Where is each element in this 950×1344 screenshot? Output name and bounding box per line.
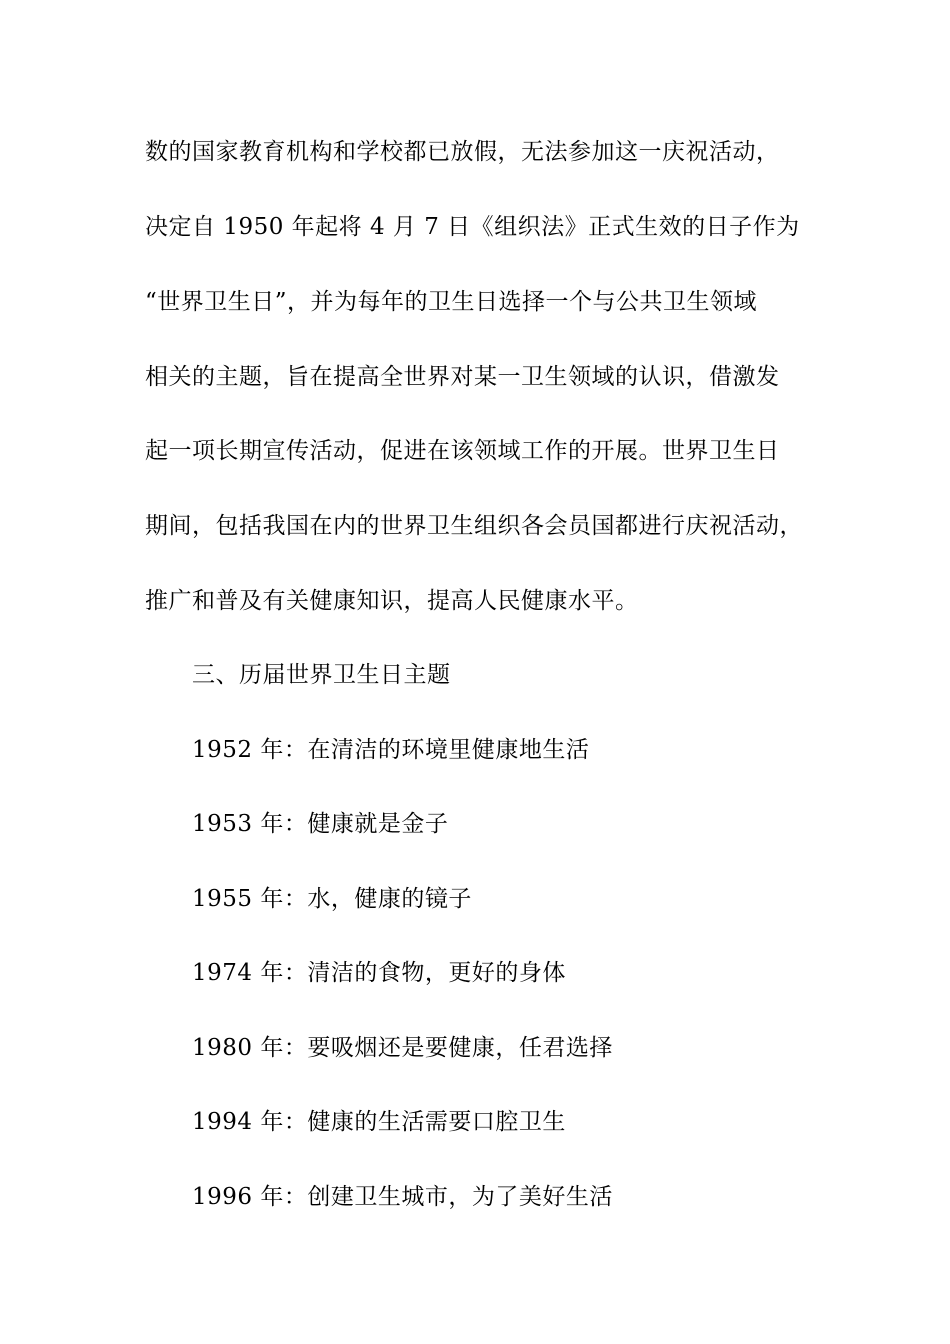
- paragraph-line: 推广和普及有关健康知识，提高人民健康水平。: [145, 588, 639, 614]
- theme-list-item: 1952 年：在清洁的环境里健康地生活: [192, 737, 590, 763]
- theme-list-item: 1994 年：健康的生活需要口腔卫生: [192, 1109, 566, 1135]
- theme-list-item: 1955 年：水，健康的镜子: [192, 886, 472, 912]
- paragraph-line: 决定自 1950 年起将 4 月 7 日《组织法》正式生效的日子作为: [145, 214, 800, 240]
- paragraph-line: 数的国家教育机构和学校都已放假，无法参加这一庆祝活动，: [145, 139, 780, 165]
- theme-list-item: 1953 年：健康就是金子: [192, 811, 449, 837]
- paragraph-line: 相关的主题，旨在提高全世界对某一卫生领域的认识，借激发: [145, 364, 780, 390]
- theme-list-item: 1980 年：要吸烟还是要健康，任君选择: [192, 1035, 613, 1061]
- paragraph-line: 期间，包括我国在内的世界卫生组织各会员国都进行庆祝活动，: [145, 513, 803, 539]
- section-heading: 三、历届世界卫生日主题: [192, 662, 451, 688]
- theme-list-item: 1974 年：清洁的食物，更好的身体: [192, 960, 566, 986]
- paragraph-line: “世界卫生日”，并为每年的卫生日选择一个与公共卫生领域: [145, 289, 758, 315]
- theme-list-item: 1996 年：创建卫生城市，为了美好生活: [192, 1184, 613, 1210]
- paragraph-line: 起一项长期宣传活动，促进在该领域工作的开展。世界卫生日: [145, 438, 780, 464]
